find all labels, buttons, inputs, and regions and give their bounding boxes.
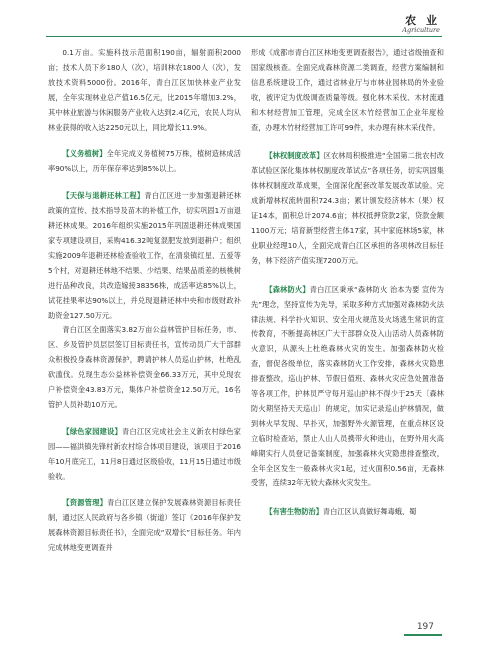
footer-accent-bar (404, 634, 442, 636)
paragraph-pest-control (251, 505, 444, 520)
section-tag: 【资源管理】 (62, 498, 108, 508)
paragraph-natural-forest-protection (48, 189, 241, 323)
paragraph-text: 区农林局积极推进“全国第二批农村改革试验区深化集体林权制度改革试点”各项任务，切实巩固集体林权制度改革成果，全面深化配套改革发展改革试验。完成新增林权流转面积724.3亩；累计颁发经济林木（果）权证14本，面积总计2074.6亩；林权抵押贷款2家，贷款金额1100万元；培育新型经营主体17家，其中家庭林场5家，林业职业经理10人，全面完成青白江区承担的各项林改目标任务，林下经济产值实现7200万元。 (251, 151, 444, 265)
paragraph-text: 青白江区进一步加强退耕还林政策的宣传、技术指导及苗木的补植工作，切实巩固1万亩退耕还林成果。2016年组织实施2015年巩固退耕还林成果国家专项建设项目，采购416.32吨复混肥发放到退耕户；组织实施2009年退耕还林检查验收工作，在清泉镇红星、五爱等5个村，对退耕还林地不结果、少结果、结果品质差的核桃树进行品种改良，共改造嫁接38356株，成活率达85%以上，试花挂果率达90%以上，并兑现退耕还林中央和市级财政补助资金127.50万元。 (48, 191, 241, 320)
section-tag: 【林权制度改革】 (265, 151, 324, 161)
section-tag: 【森林防火】 (265, 284, 310, 294)
paragraph-forest-tenure-reform (251, 149, 444, 268)
paragraph-text: 青白江区完成社会主义新农村绿色家园——福洪镇先锋村新农村综合体项目建设，该项目于2016年10月底完工，11月8日通过区级验收，11月15日通过市级验收。 (48, 426, 241, 481)
paragraph-text: 青白江区建立保护发展森林资源目标责任制，通过区人民政府与各乡镇（街道）签订《2016年保护发展森林资源目标责任书》，全面完成“双增长”目标任务。年内完成林地变更调查并 (48, 498, 241, 553)
paragraph-public-welfare-forest (48, 323, 241, 412)
header-divider (46, 36, 442, 37)
section-tag: 【绿色家园建设】 (62, 426, 123, 436)
paragraph-text: 青白江区全面落实3.82万亩公益林管护目标任务，市、区、乡及管护员层层签订目标责任书，宣传动员广大干部群众积极投身森林资源保护，聘请护林人员巡山护林，杜绝乱砍滥伐。兑现生态公益林补偿资金66.33万元，其中兑现农户补偿资金43.83万元，集体户补偿资金12.50万元，16名管护人员补助10万元。 (48, 325, 241, 409)
section-title: 农 业 (405, 14, 440, 27)
paragraph-voluntary-planting (48, 147, 241, 177)
paragraph-text: 青白江区认真做好舞毒蛾、蜀 (322, 507, 417, 517)
section-tag: 【天保与退耕还林工程】 (62, 191, 145, 201)
paragraph-text: 青白江区秉承“森林防火 治本为要 宣传为先”理念，坚持宣传为先导，采取多种方式加强对森林防火法律法规、科学扑火知识、安全用火规范及火场逃生常识的宣传教育，不断提高林区广大干部群众及入山活动人员森林防火意识，从源头上杜绝森林火灾的发生。加强森林防火检查，督促各级单位，落实森林防火工作安排，森林火灾隐患排查整改，巡山护林、节假日值班、森林火灾应急处置准备等各项工作，护林员严守每月巡山护林不得少于25天〔森林防火期坚持天天巡山〕的规定，加实记录巡山护林情况，做到林火早发现、早扑灭，加强野外火源管理，在重点林区设立临时检查站，禁止人山人员携带火种进山，在野外用火高峰期实行人员登记备案制度，加强森林火灾隐患排查整改，全年全区发生一般森林火灾1起，过火面积0.56亩，无森林受害，连续32年无较大森林火灾发生。 (251, 284, 444, 488)
paragraph-resource-management (48, 496, 241, 556)
paragraph-green-homeland (48, 425, 241, 485)
paragraph-text: 0.1万亩。实施科技示范面积190亩，辐射面积2000亩；技术人员下乡180人（次），培训林农1800人（次），发放技术资料5000份。2016年，青白江区加快林业产业发展，全年实现林业总产值16.5亿元，比2015年增加3.2%，其中林业旅游与休闲服务产业收入达到2.4亿元，农民人均从林业获得的收入达2250元以上，同比增长11.9%。 (48, 48, 241, 132)
paragraph-text: 形成《成都市青白江区林地变更调查报告》，通过省级抽查和国家级核查。全面完成森林资源二类调查，经营方案编制和信息系统建设工作，通过省林业厅与市林业园林局的外业验收，被评定为优级调查质量等级。强化林木采伐、木材流通和木材经营加工管理，完成全区木竹经营加工企业年度检查，办理木竹材经营加工许可99件，未办理有林木采伐件。 (251, 48, 444, 132)
section-tag: 【有害生物防治】 (265, 507, 323, 517)
paragraph-forest-survey (251, 46, 444, 135)
page-number: 197 (416, 622, 434, 632)
paragraph-forest-fire-prevention (251, 283, 444, 492)
paragraph-text: 全年完成义务植树75万株，植树造林成活率90%以上，历年保存率达到85%以上。 (48, 149, 241, 174)
left-column (48, 46, 241, 556)
section-tag: 【义务植树】 (62, 149, 107, 159)
paragraph-forestry-output (48, 46, 241, 135)
section-subtitle: Agriculture (402, 26, 440, 34)
right-column (251, 46, 444, 520)
